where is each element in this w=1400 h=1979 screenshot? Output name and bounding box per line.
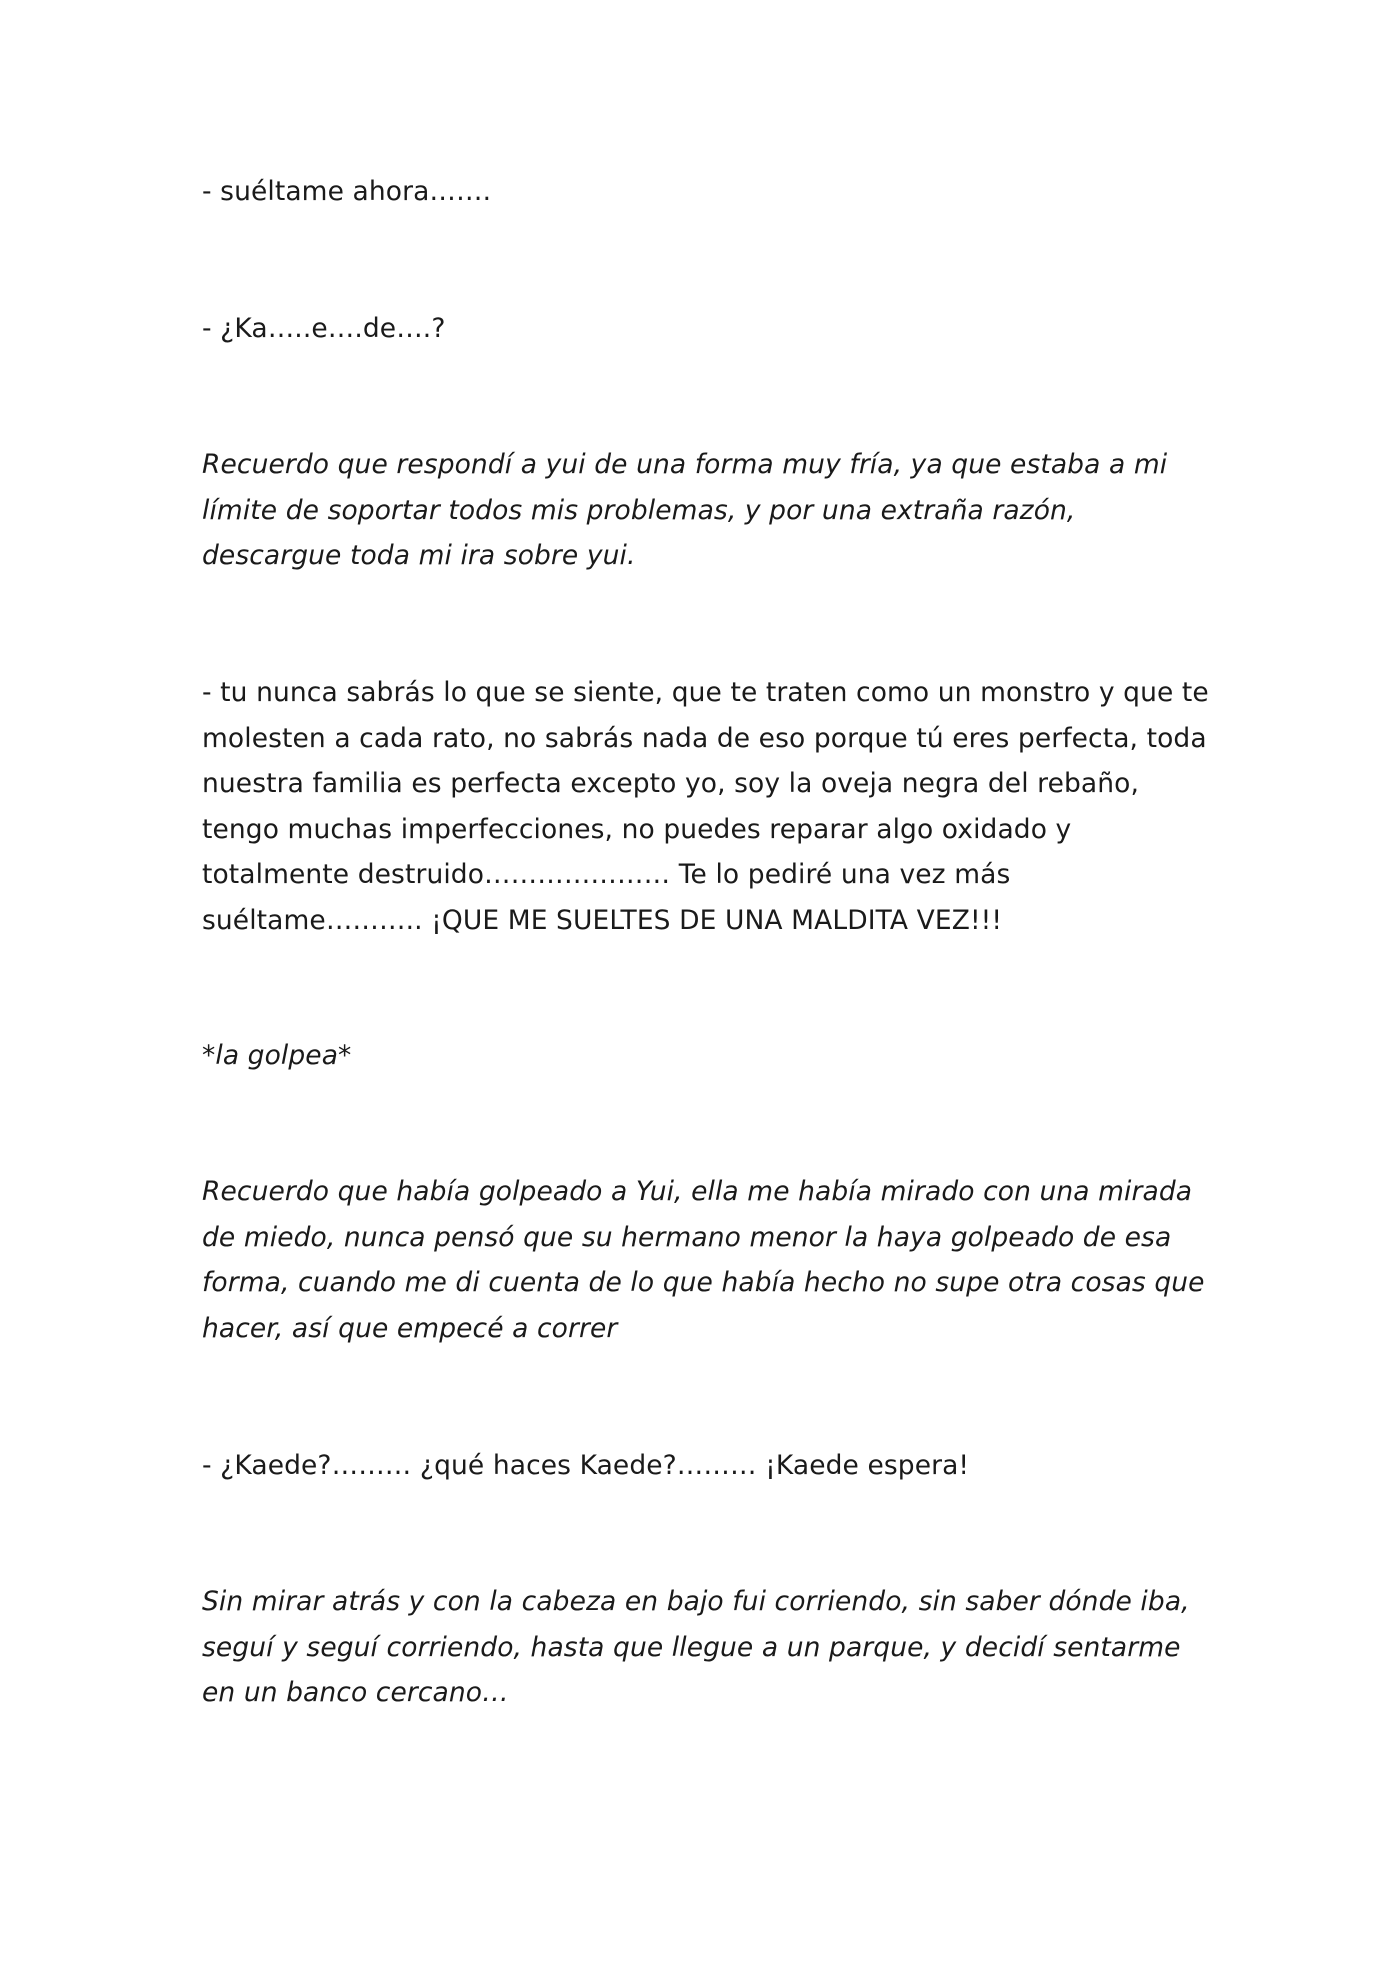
dialogue-line: - suéltame ahora…….	[202, 176, 492, 207]
narration-paragraph: Recuerdo que había golpeado a Yui, ella me había mirado con una mirada de miedo, nunca pensó que su hermano menor la haya golpeado de esa forma, cuando me di cuenta de lo que había hecho no supe otra cosas que hacer, así que empecé a correr	[202, 1176, 1205, 1344]
dialogue-paragraph: - tu nunca sabrás lo que se siente, que te traten como un monstro y que te molesten a cada rato, no sabrás nada de eso porque tú eres perfecta, toda nuestra familia es perfecta excepto yo, soy la oveja negra del rebaño, tengo muchas imperfecciones, no puedes reparar algo oxidado y totalmente destruido………………… Te lo pediré una vez más suéltame……….. ¡QUE ME SUELTES DE UNA MALDITA VEZ!!!	[202, 677, 1209, 936]
dialogue-line: - ¿Ka…..e….de….?	[202, 313, 446, 344]
narration-paragraph: Recuerdo que respondí a yui de una forma muy fría, ya que estaba a mi límite de soportar todos mis problemas, y por una extraña razón, descargue toda mi ira sobre yui.	[202, 449, 1168, 571]
action-line: *la golpea*	[202, 1040, 352, 1071]
narration-paragraph: Sin mirar atrás y con la cabeza en bajo fui corriendo, sin saber dónde iba, seguí y seguí corriendo, hasta que llegue a un parque, y decidí sentarme en un banco cercano…	[202, 1586, 1190, 1708]
dialogue-line: - ¿Kaede?……… ¿qué haces Kaede?……… ¡Kaede espera!	[202, 1450, 970, 1481]
